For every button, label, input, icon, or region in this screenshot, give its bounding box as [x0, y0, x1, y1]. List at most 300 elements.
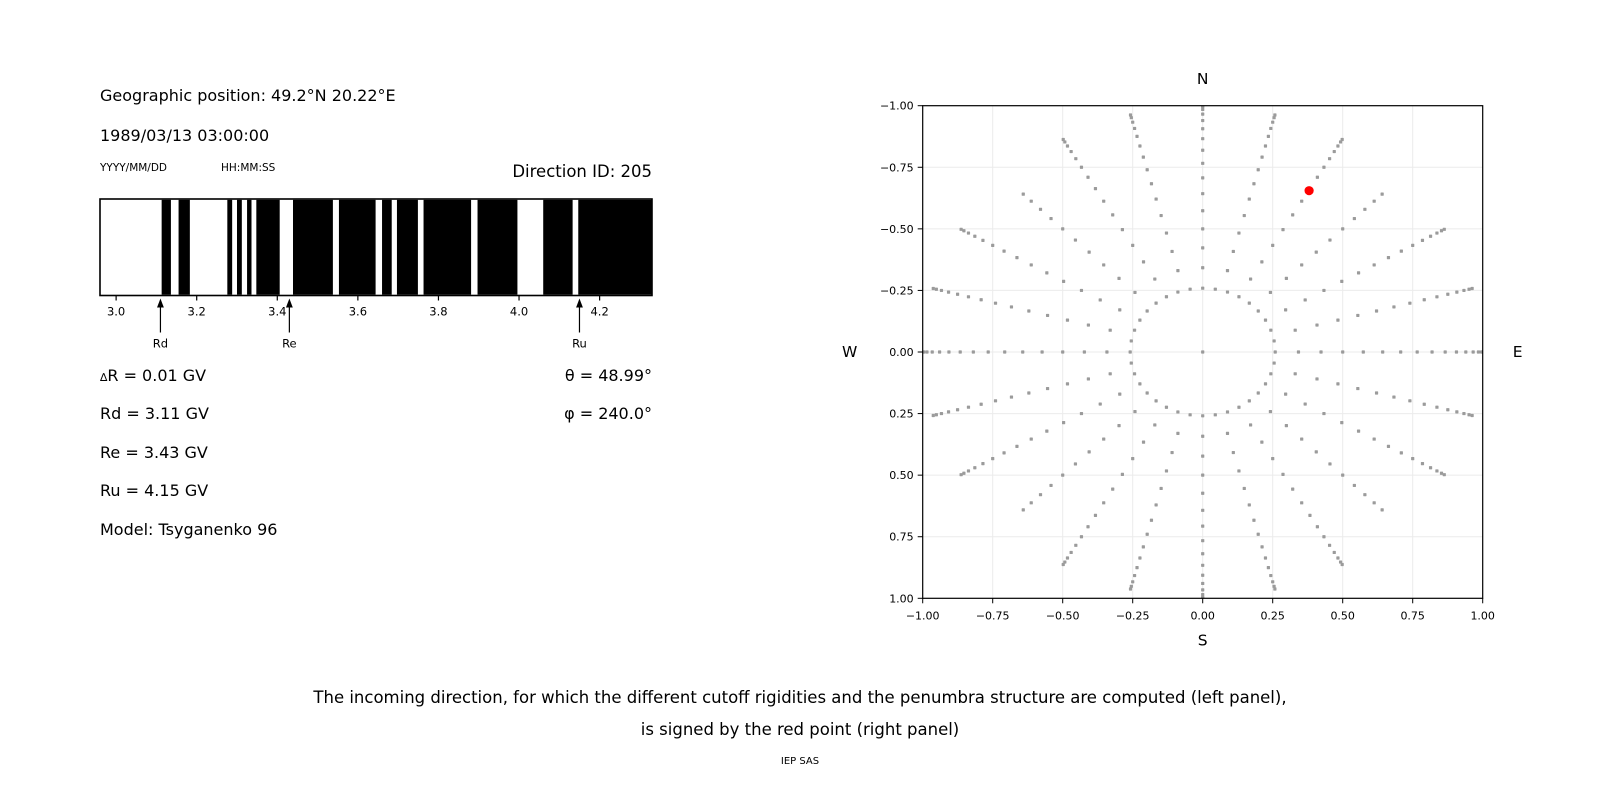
- geographic-position-text: Geographic position: 49.2°N 20.22°E: [100, 86, 396, 105]
- spoke-dot: [1291, 488, 1294, 491]
- x-tick-label: −1.00: [905, 609, 940, 623]
- spoke-dot: [1086, 176, 1089, 179]
- spoke-dot: [1375, 309, 1378, 312]
- spoke-dot: [1201, 454, 1204, 457]
- y-tick-label: −1.00: [879, 99, 914, 113]
- penumbra-band: [397, 200, 418, 295]
- spoke-dot: [1226, 432, 1229, 435]
- spoke-dot: [1165, 231, 1168, 234]
- spoke-dot: [1121, 228, 1124, 231]
- spoke-dot: [1373, 437, 1376, 440]
- spoke-dot: [959, 350, 962, 353]
- ring-dot: [1248, 399, 1251, 402]
- spoke-dot: [1336, 319, 1339, 322]
- spoke-dot: [1142, 260, 1145, 263]
- spoke-dot: [1341, 227, 1344, 230]
- spoke-dot: [1146, 168, 1149, 171]
- spoke-dot: [1471, 414, 1474, 417]
- spoke-dot: [1408, 302, 1411, 305]
- time-format-label: HH:MM:SS: [221, 162, 276, 174]
- spoke-dot: [1249, 423, 1252, 426]
- spoke-dot: [1315, 323, 1318, 326]
- spoke-dot: [1010, 395, 1013, 398]
- spoke-dot: [1201, 525, 1204, 528]
- spoke-dot: [1080, 412, 1083, 415]
- spoke-dot: [1341, 350, 1344, 353]
- ring-dot: [1226, 410, 1229, 413]
- spoke-dot: [1232, 250, 1235, 253]
- spoke-dot: [1362, 350, 1365, 353]
- spoke-dot: [1226, 269, 1229, 272]
- spoke-dot: [1284, 393, 1287, 396]
- spoke-dot: [1271, 121, 1274, 124]
- cutoff-arrowhead-rd: [157, 299, 164, 308]
- spoke-dot: [1423, 298, 1426, 301]
- spoke-dot: [1201, 474, 1204, 477]
- ring-dot: [1130, 339, 1133, 342]
- spoke-dot: [1440, 229, 1443, 232]
- spoke-dot: [1021, 350, 1024, 353]
- spoke-dot: [1357, 271, 1360, 274]
- spoke-dot: [981, 462, 984, 465]
- spoke-dot: [1030, 501, 1033, 504]
- spoke-dot: [940, 289, 943, 292]
- spoke-dot: [1117, 424, 1120, 427]
- spoke-dot: [1260, 156, 1263, 159]
- spoke-dot: [1455, 290, 1458, 293]
- x-tick-label: 0.50: [1330, 609, 1355, 623]
- spoke-dot: [1356, 387, 1359, 390]
- ring-dot: [1257, 391, 1260, 394]
- spoke-dot: [1111, 488, 1114, 491]
- spoke-dot: [1083, 350, 1086, 353]
- spoke-dot: [1133, 127, 1136, 130]
- spoke-dot: [1411, 244, 1414, 247]
- y-tick-label: 0.75: [889, 530, 914, 544]
- compass-south-label: S: [1197, 631, 1208, 650]
- spoke-dot: [1201, 137, 1204, 140]
- spoke-dot: [1061, 227, 1064, 230]
- spoke-dot: [1269, 291, 1272, 294]
- spoke-dot: [1070, 150, 1073, 153]
- spoke-dot: [1304, 402, 1307, 405]
- spoke-dot: [1472, 350, 1475, 353]
- spoke-dot: [1400, 250, 1403, 253]
- spoke-dot: [1121, 473, 1124, 476]
- ring-dot: [1226, 290, 1229, 293]
- spoke-dot: [1155, 197, 1158, 200]
- spoke-dot: [1030, 437, 1033, 440]
- penumbra-band: [293, 200, 333, 295]
- re-value: Re = 3.43 GV: [100, 443, 208, 462]
- spoke-dot: [1333, 150, 1336, 153]
- spoke-dot: [1416, 350, 1419, 353]
- red-point: [1305, 186, 1314, 195]
- spoke-dot: [1094, 187, 1097, 190]
- spoke-dot: [1315, 377, 1318, 380]
- spoke-dot: [1153, 277, 1156, 280]
- ring-dot: [1269, 372, 1272, 375]
- compass-west-label: W: [842, 343, 858, 361]
- spoke-dot: [1003, 350, 1006, 353]
- ring-dot: [1273, 361, 1276, 364]
- spoke-dot: [938, 350, 941, 353]
- spoke-dot: [1066, 556, 1069, 559]
- spoke-dot: [1356, 314, 1359, 317]
- spoke-dot: [1243, 487, 1246, 490]
- spoke-dot: [947, 410, 950, 413]
- x-tick-label: 1.00: [1470, 609, 1495, 623]
- spoke-dot: [1237, 231, 1240, 234]
- spoke-dot: [1237, 469, 1240, 472]
- spoke-dot: [1435, 295, 1438, 298]
- spoke-dot: [1049, 217, 1052, 220]
- dot-layer: [921, 104, 1484, 600]
- spoke-dot: [1387, 445, 1390, 448]
- spoke-dot: [1027, 309, 1030, 312]
- ring-dot: [1264, 382, 1267, 385]
- spoke-dot: [1080, 535, 1083, 538]
- spoke-dot: [940, 412, 943, 415]
- rd-value: Rd = 3.11 GV: [100, 404, 209, 423]
- spoke-dot: [1440, 472, 1443, 475]
- spoke-dot: [1070, 551, 1073, 554]
- penumbra-band: [237, 200, 242, 295]
- penumbra-band: [162, 200, 171, 295]
- spoke-dot: [1118, 308, 1121, 311]
- spoke-dot: [1381, 193, 1384, 196]
- spoke-dot: [932, 414, 935, 417]
- spoke-dot: [980, 298, 983, 301]
- spoke-dot: [1142, 545, 1145, 548]
- spoke-dot: [1129, 113, 1132, 116]
- spoke-dot: [1375, 391, 1378, 394]
- spoke-dot: [1462, 412, 1465, 415]
- spoke-dot: [1297, 350, 1300, 353]
- spoke-dot: [925, 350, 928, 353]
- spoke-dot: [956, 408, 959, 411]
- spoke-dot: [1109, 329, 1112, 332]
- spoke-dot: [1471, 287, 1474, 290]
- phi-value: φ = 240.0°: [564, 404, 652, 423]
- spoke-dot: [1201, 492, 1204, 495]
- spoke-dot: [967, 406, 970, 409]
- ring-dot: [1274, 350, 1277, 353]
- direction-id-text: Direction ID: 205: [512, 162, 652, 181]
- spoke-dot: [1201, 582, 1204, 585]
- spoke-dot: [1129, 587, 1132, 590]
- spoke-dot: [1131, 121, 1134, 124]
- model-text: Model: Tsyganenko 96: [100, 520, 278, 539]
- spoke-dot: [1399, 350, 1402, 353]
- center-dot: [1201, 350, 1204, 353]
- spoke-dot: [973, 235, 976, 238]
- cutoff-arrowhead-re: [286, 299, 293, 308]
- spoke-dot: [1201, 509, 1204, 512]
- spoke-dot: [1061, 474, 1064, 477]
- spoke-dot: [967, 231, 970, 234]
- spoke-dot: [1387, 256, 1390, 259]
- spoke-dot: [1074, 157, 1077, 160]
- spoke-dot: [1264, 556, 1267, 559]
- spoke-dot: [1316, 176, 1319, 179]
- spoke-dot: [1109, 372, 1112, 375]
- ring-dot: [1269, 329, 1272, 332]
- spoke-dot: [935, 288, 938, 291]
- spoke-dot: [1080, 166, 1083, 169]
- spoke-dot: [1336, 382, 1339, 385]
- spoke-dot: [1408, 399, 1411, 402]
- spoke-dot: [1294, 329, 1297, 332]
- spoke-dot: [1308, 514, 1311, 517]
- spoke-dot: [1257, 533, 1260, 536]
- spoke-dot: [1269, 574, 1272, 577]
- spoke-dot: [960, 228, 963, 231]
- spoke-dot: [1201, 574, 1204, 577]
- x-tick-label: −0.75: [975, 609, 1010, 623]
- spoke-dot: [1062, 280, 1065, 283]
- spoke-dot: [1328, 462, 1331, 465]
- spoke-dot: [1291, 213, 1294, 216]
- y-tick-label: 0.50: [889, 469, 914, 483]
- spoke-dot: [967, 469, 970, 472]
- spoke-dot: [1304, 298, 1307, 301]
- ring-dot: [1176, 410, 1179, 413]
- cutoff-arrowhead-ru: [576, 299, 583, 308]
- ring-dot: [1165, 295, 1168, 298]
- spoke-dot: [1155, 503, 1158, 506]
- spoke-dot: [1455, 410, 1458, 413]
- x-tick-label: 4.0: [509, 304, 529, 319]
- spoke-dot: [1039, 493, 1042, 496]
- spoke-dot: [1421, 462, 1424, 465]
- spoke-dot: [1080, 289, 1083, 292]
- spoke-dot: [1271, 457, 1274, 460]
- datetime-text: 1989/03/13 03:00:00: [100, 126, 270, 145]
- spoke-dot: [1201, 176, 1204, 179]
- spoke-dot: [1284, 308, 1287, 311]
- spoke-dot: [1176, 432, 1179, 435]
- spoke-dot: [1118, 393, 1121, 396]
- x-tick-label: 0.75: [1400, 609, 1425, 623]
- spoke-dot: [1446, 293, 1449, 296]
- spoke-dot: [994, 302, 997, 305]
- penumbra-band: [247, 200, 251, 295]
- spoke-dot: [1087, 323, 1090, 326]
- ring-dot: [1257, 309, 1260, 312]
- spoke-dot: [1062, 421, 1065, 424]
- spoke-dot: [956, 293, 959, 296]
- penumbra-band: [578, 200, 652, 295]
- spoke-dot: [1392, 395, 1395, 398]
- spoke-dot: [1135, 135, 1138, 138]
- penumbra-band: [339, 200, 376, 295]
- spoke-dot: [1074, 462, 1077, 465]
- spoke-dot: [1429, 466, 1432, 469]
- spoke-dot: [1430, 350, 1433, 353]
- ring-dot: [1189, 288, 1192, 291]
- spoke-dot: [1467, 288, 1470, 291]
- spoke-dot: [1102, 437, 1105, 440]
- ring-dot: [1214, 288, 1217, 291]
- ring-dot: [1133, 372, 1136, 375]
- spoke-dot: [960, 473, 963, 476]
- y-tick-label: −0.25: [879, 284, 914, 298]
- spoke-dot: [1252, 519, 1255, 522]
- spoke-dot: [1271, 244, 1274, 247]
- spoke-dot: [1300, 501, 1303, 504]
- ring-dot: [1273, 339, 1276, 342]
- spoke-dot: [1201, 162, 1204, 165]
- spoke-dot: [1232, 451, 1235, 454]
- spoke-dot: [1099, 298, 1102, 301]
- ring-dot: [1237, 406, 1240, 409]
- spoke-dot: [1138, 144, 1141, 147]
- spoke-dot: [1455, 350, 1458, 353]
- spoke-dot: [987, 350, 990, 353]
- ring-dot: [1176, 290, 1179, 293]
- spoke-dot: [1088, 251, 1091, 254]
- penumbra-band: [179, 200, 190, 295]
- spoke-dot: [1257, 168, 1260, 171]
- spoke-dot: [1015, 256, 1018, 259]
- y-tick-label: 0.00: [889, 346, 914, 359]
- spoke-dot: [1201, 564, 1204, 567]
- spoke-dot: [1176, 269, 1179, 272]
- penumbra-band: [424, 200, 472, 295]
- spoke-dot: [1061, 350, 1064, 353]
- spoke-dot: [1269, 127, 1272, 130]
- spoke-dot: [1435, 469, 1438, 472]
- spoke-dot: [1300, 437, 1303, 440]
- spoke-dot: [1252, 182, 1255, 185]
- spoke-dot: [1088, 450, 1091, 453]
- spoke-dot: [1201, 108, 1204, 111]
- spoke-dot: [1423, 403, 1426, 406]
- spoke-dot: [1150, 182, 1153, 185]
- spoke-dot: [1381, 350, 1384, 353]
- caption-line-2: is signed by the red point (right panel): [640, 720, 960, 739]
- spoke-dot: [1153, 423, 1156, 426]
- spoke-dot: [1046, 387, 1049, 390]
- spoke-dot: [1300, 200, 1303, 203]
- spoke-dot: [1201, 192, 1204, 195]
- spoke-dot: [1170, 250, 1173, 253]
- spoke-dot: [1373, 501, 1376, 504]
- spoke-dot: [1150, 519, 1153, 522]
- spoke-dot: [1322, 412, 1325, 415]
- cutoff-label-ru: Ru: [572, 336, 587, 351]
- spoke-dot: [1462, 289, 1465, 292]
- spoke-dot: [1201, 227, 1204, 230]
- spoke-dot: [1322, 166, 1325, 169]
- spoke-dot: [1435, 406, 1438, 409]
- spoke-dot: [1333, 551, 1336, 554]
- spoke-dot: [1319, 350, 1322, 353]
- spoke-dot: [1086, 525, 1089, 528]
- spoke-dot: [1133, 574, 1136, 577]
- x-tick-label: 0.25: [1260, 609, 1285, 623]
- x-tick-label: −0.25: [1115, 609, 1150, 623]
- ring-dot: [1133, 329, 1136, 332]
- spoke-dot: [1300, 263, 1303, 266]
- spoke-dot: [1165, 469, 1168, 472]
- spoke-dot: [947, 290, 950, 293]
- spoke-dot: [1381, 508, 1384, 511]
- spoke-dot: [935, 413, 938, 416]
- x-tick-label: 3.6: [348, 304, 368, 319]
- spoke-dot: [1045, 430, 1048, 433]
- spoke-dot: [1131, 244, 1134, 247]
- ring-dot: [1214, 413, 1217, 416]
- spoke-dot: [1030, 263, 1033, 266]
- spoke-dot: [1271, 580, 1274, 583]
- ring-dot: [1248, 302, 1251, 305]
- spoke-dot: [1066, 319, 1069, 322]
- spoke-dot: [1087, 377, 1090, 380]
- ring-dot: [1154, 302, 1157, 305]
- spoke-dot: [1015, 445, 1018, 448]
- spoke-dot: [1243, 214, 1246, 217]
- spoke-dot: [1341, 474, 1344, 477]
- spoke-dot: [1201, 209, 1204, 212]
- spoke-dot: [1201, 112, 1204, 115]
- spoke-dot: [1135, 566, 1138, 569]
- spoke-dot: [1201, 149, 1204, 152]
- spoke-dot: [1340, 280, 1343, 283]
- spoke-dot: [1102, 263, 1105, 266]
- spoke-dot: [1429, 235, 1432, 238]
- spoke-dot: [1248, 197, 1251, 200]
- compass-north-label: N: [1196, 70, 1209, 88]
- spoke-dot: [1373, 263, 1376, 266]
- spoke-dot: [1264, 144, 1267, 147]
- x-tick-label: 0.00: [1190, 609, 1215, 623]
- x-tick-label: 4.2: [590, 304, 609, 319]
- ring-dot: [1138, 319, 1141, 322]
- spoke-dot: [1260, 260, 1263, 263]
- spoke-dot: [932, 287, 935, 290]
- spoke-dot: [1201, 266, 1204, 269]
- direction-chart: [820, 56, 1580, 671]
- spoke-dot: [994, 399, 997, 402]
- ring-dot: [1237, 295, 1240, 298]
- spoke-dot: [1322, 289, 1325, 292]
- spoke-dot: [962, 472, 965, 475]
- penumbra-band: [543, 200, 572, 295]
- spoke-dot: [1464, 350, 1467, 353]
- spoke-dot: [1201, 435, 1204, 438]
- spoke-dot: [991, 457, 994, 460]
- ring-dot: [1146, 391, 1149, 394]
- spoke-dot: [1045, 271, 1048, 274]
- penumbra-band: [227, 200, 232, 295]
- spoke-dot: [1273, 587, 1276, 590]
- spoke-dot: [1062, 138, 1065, 141]
- delta-symbol: ∆: [100, 371, 108, 384]
- spoke-dot: [1066, 382, 1069, 385]
- spoke-dot: [1146, 533, 1149, 536]
- spoke-dot: [1201, 539, 1204, 542]
- spoke-dot: [1010, 305, 1013, 308]
- spoke-dot: [1201, 593, 1204, 596]
- penumbra-band: [382, 200, 392, 295]
- spoke-dot: [1260, 441, 1263, 444]
- spoke-dot: [1285, 277, 1288, 280]
- spoke-dot: [1315, 450, 1318, 453]
- spoke-dot: [967, 295, 970, 298]
- spoke-dot: [1039, 208, 1042, 211]
